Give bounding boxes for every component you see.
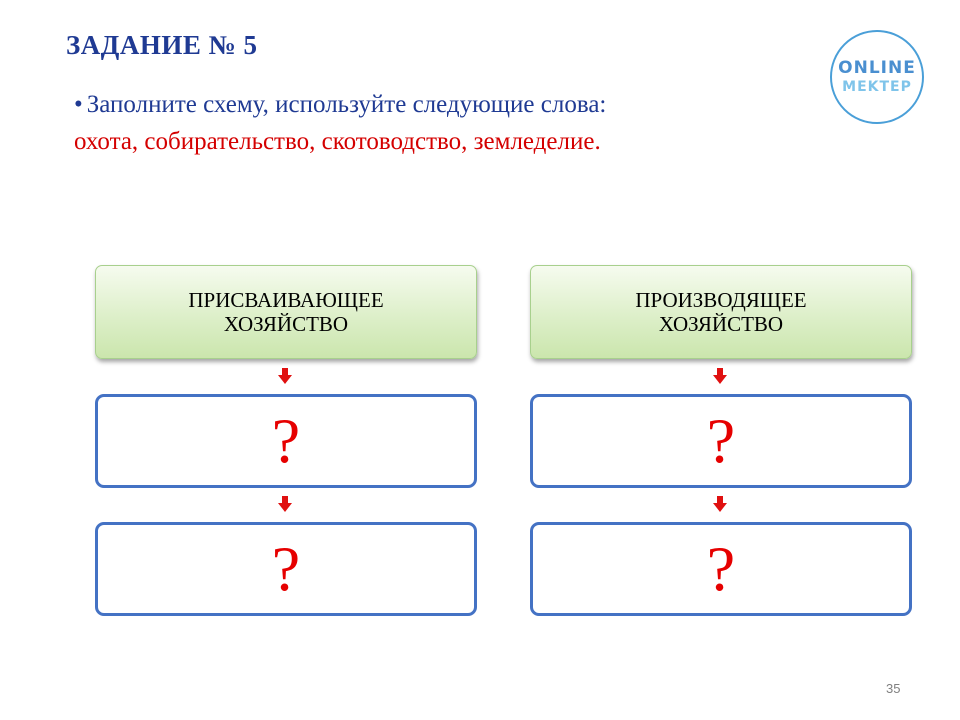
bullet: • xyxy=(74,91,83,118)
logo-line-online: ONLINE xyxy=(838,58,916,78)
down-arrow-icon xyxy=(278,496,292,512)
answer-box-right-2[interactable] xyxy=(530,522,912,616)
answer-box-left-1[interactable] xyxy=(95,394,477,488)
heading-producing-label: ПРОИЗВОДЯЩЕЕ ХОЗЯЙСТВО xyxy=(635,288,807,336)
down-arrow-icon xyxy=(713,496,727,512)
down-arrow-icon xyxy=(278,368,292,384)
heading-appropriating-label: ПРИСВАИВАЮЩЕЕ ХОЗЯЙСТВО xyxy=(188,288,384,336)
logo-line-mektep: MEKTEP xyxy=(842,79,912,95)
online-mektep-logo xyxy=(830,30,924,124)
instruction-text xyxy=(74,86,794,160)
heading-box-appropriating xyxy=(95,265,477,359)
answer-box-left-2[interactable] xyxy=(95,522,477,616)
question-mark: ? xyxy=(706,533,736,604)
instruction-words: охота, собирательство, скотоводство, земледелие. xyxy=(74,128,601,155)
page-number: 35 xyxy=(886,681,901,696)
question-mark: ? xyxy=(271,533,301,604)
down-arrow-icon xyxy=(713,368,727,384)
slide-title: ЗАДАНИЕ № 5 xyxy=(66,30,258,60)
question-mark: ? xyxy=(271,405,301,476)
answer-box-right-1[interactable] xyxy=(530,394,912,488)
heading-box-producing xyxy=(530,265,912,359)
instruction-lead: Заполните схему, используйте следующие слова: xyxy=(86,91,607,118)
question-mark: ? xyxy=(706,405,736,476)
